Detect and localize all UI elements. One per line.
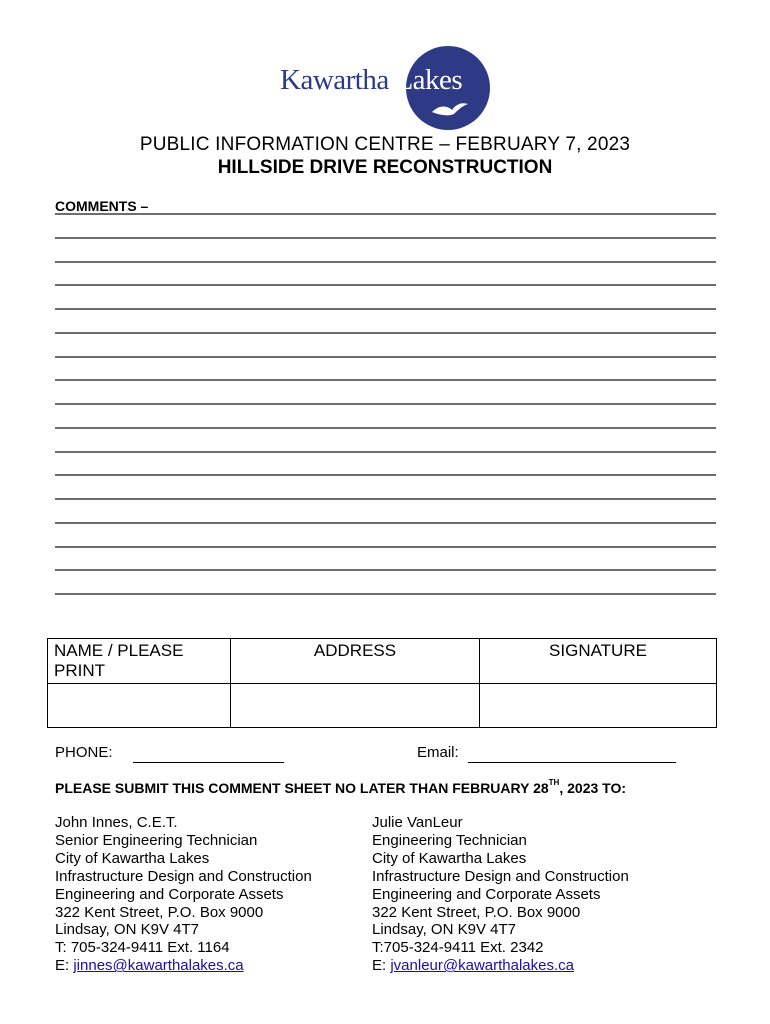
- contact-dept: Infrastructure Design and Construction: [55, 867, 312, 885]
- contact-division: Engineering and Corporate Assets: [55, 885, 284, 903]
- bird-icon: [430, 98, 470, 120]
- contact-julie-vanleur: [372, 814, 629, 975]
- comment-line[interactable]: [55, 379, 716, 381]
- contact-street: 322 Kent Street, P.O. Box 9000: [372, 903, 581, 921]
- contact-name: Julie VanLeur: [372, 814, 463, 831]
- phone-label: PHONE:: [55, 744, 113, 761]
- contact-john-innes: [55, 814, 312, 975]
- comment-line[interactable]: [55, 356, 716, 358]
- comment-line[interactable]: [55, 546, 716, 548]
- table-header-row: [48, 639, 717, 684]
- contact-org: City of Kawartha Lakes: [372, 849, 527, 867]
- contact-org: City of Kawartha Lakes: [55, 849, 210, 867]
- comment-line[interactable]: [55, 261, 716, 263]
- page-subtitle: HILLSIDE DRIVE RECONSTRUCTION: [217, 157, 553, 178]
- comment-line[interactable]: [55, 451, 716, 453]
- comment-line[interactable]: [55, 284, 716, 286]
- email-label: Email:: [417, 744, 459, 761]
- logo-wordmark: Kawartha Lakes: [280, 64, 463, 96]
- contact-title: Senior Engineering Technician: [55, 831, 258, 849]
- header-address: ADDRESS: [231, 639, 480, 684]
- contact-city: Lindsay, ON K9V 4T7: [372, 921, 516, 939]
- comment-line[interactable]: [55, 308, 716, 310]
- contact-name: John Innes, C.E.T.: [55, 814, 178, 831]
- contact-phone: T:705-324-9411 Ext. 2342: [372, 939, 544, 957]
- phone-field[interactable]: [133, 762, 284, 763]
- comment-line[interactable]: [55, 213, 716, 215]
- contact-division: Engineering and Corporate Assets: [372, 885, 601, 903]
- email-link[interactable]: jvanleur@kawarthalakes.ca: [390, 957, 574, 975]
- header-signature: SIGNATURE: [480, 639, 717, 684]
- contact-street: 322 Kent Street, P.O. Box 9000: [55, 903, 264, 921]
- page-title: PUBLIC INFORMATION CENTRE – FEBRUARY 7, 2023: [139, 134, 631, 155]
- name-field[interactable]: [48, 684, 231, 728]
- comment-line[interactable]: [55, 237, 716, 239]
- comment-line[interactable]: [55, 569, 716, 571]
- comment-line[interactable]: [55, 522, 716, 524]
- submit-instructions: PLEASE SUBMIT THIS COMMENT SHEET NO LATER THAN FEBRUARY 28TH, 2023 TO:: [55, 778, 627, 796]
- address-field[interactable]: [231, 684, 480, 728]
- kawartha-lakes-logo: [280, 46, 490, 132]
- header-name: NAME / PLEASE PRINT: [48, 639, 231, 684]
- comment-line[interactable]: [55, 498, 716, 500]
- table-row: [48, 684, 717, 728]
- contact-title: Engineering Technician: [372, 831, 527, 849]
- comment-line[interactable]: [55, 332, 716, 334]
- email-link[interactable]: jinnes@kawarthalakes.ca: [73, 957, 244, 975]
- contact-city: Lindsay, ON K9V 4T7: [55, 921, 199, 939]
- comment-line[interactable]: [55, 593, 716, 595]
- contact-dept: Infrastructure Design and Construction: [372, 867, 629, 885]
- signature-field[interactable]: [480, 684, 717, 728]
- email-field[interactable]: [468, 762, 676, 763]
- comments-label: COMMENTS –: [55, 198, 149, 214]
- contact-email-line: E: jinnes@kawarthalakes.ca: [55, 957, 244, 975]
- signature-table: [47, 638, 717, 728]
- comment-line[interactable]: [55, 474, 716, 476]
- contact-phone: T: 705-324-9411 Ext. 1164: [55, 939, 230, 957]
- comment-line[interactable]: [55, 427, 716, 429]
- contact-email-line: E: jvanleur@kawarthalakes.ca: [372, 957, 574, 975]
- comment-line[interactable]: [55, 403, 716, 405]
